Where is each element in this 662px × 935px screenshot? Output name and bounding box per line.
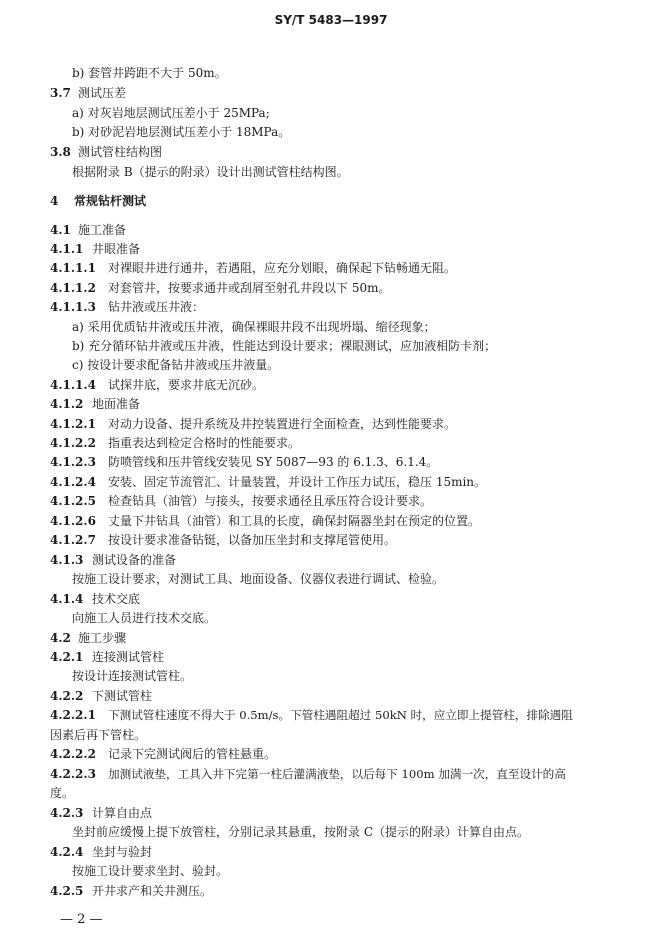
chapter-heading [50,194,146,208]
section-text: 防喷管线和压井管线安装见 SY 5087—93 的 6.1.3、6.1.4。 [108,455,439,469]
section-title: 测试设备的准备 [92,553,177,567]
section-number: 3.8 [50,145,71,159]
section-number: 4.2.4 [50,845,84,859]
section-title: 施工准备 [78,223,127,237]
section-number: 4 [50,194,59,208]
section-line [50,631,126,645]
section-line [50,650,164,664]
section-line [50,747,276,761]
line-text: b) 充分循环钻井液或压井液，性能达到设计要求；裸眼测试，应加液相防卡剂； [72,339,497,353]
section-text: 开井求产和关井测压。 [92,884,213,898]
section-number: 4.2.2.1 [50,708,96,722]
section-number: 4.1 [50,223,71,237]
section-number: 4.1.1.4 [50,378,96,392]
section-number: 4.1.2.6 [50,514,96,528]
body-line [72,864,228,878]
page-header: SY/T 5483—1997 [274,13,388,27]
section-number: 4.2.2.3 [50,767,96,781]
body-line [72,165,349,179]
section-number: 4.1.1.1 [50,261,96,275]
section-text: 下测试管柱速度不得大于 0.5m/s。下管柱遇阻超过 50kN 时，应立即上提管柱，排除遇阻 [108,708,573,722]
section-number: 4.1.4 [50,592,84,606]
section-number: 4.2.5 [50,884,84,898]
section-line [50,592,140,606]
section-line [50,806,152,820]
section-text: 指重表达到检定合格时的性能要求。 [108,436,301,450]
body-line [72,825,529,839]
section-line [50,417,456,431]
section-line [50,261,456,275]
section-line [50,378,264,392]
section-line [50,494,432,508]
section-line [50,223,126,237]
line-text: 按施工设计要求，对测试工具、地面设备、仪器仪表进行调试、检验。 [72,572,445,586]
section-line [50,533,396,547]
line-text: 因素后再下管柱。 [50,728,147,742]
section-text: 试探井底，要求井底无沉砂。 [108,378,265,392]
section-number: 4.1.2.7 [50,533,96,547]
section-line [50,553,176,567]
section-text: 丈量下井钻具（油管）和工具的长度，确保封隔器坐封在预定的位置。 [108,514,481,528]
section-number: 4.1.2 [50,397,84,411]
section-text: 按设计要求准备钻铤，以备加压坐封和支撑尾管使用。 [108,533,397,547]
section-number: 4.2.2.2 [50,747,96,761]
section-title: 连接测试管柱 [92,650,165,664]
section-line [50,708,573,722]
line-text: 度。 [50,786,75,800]
section-number: 4.1.1.2 [50,281,96,295]
section-number: 4.1.2.2 [50,436,96,450]
section-number: 4.2 [50,631,71,645]
section-number: 4.2.3 [50,806,84,820]
section-line [50,475,486,489]
section-line [50,455,438,469]
line-text: 按施工设计要求坐封、验封。 [72,864,229,878]
section-title: 测试压差 [78,86,127,100]
body-line [72,125,290,139]
section-number: 4.1.3 [50,553,84,567]
section-text: 对裸眼井进行通井，若遇阻，应充分划眼，确保起下钻畅通无阻。 [108,261,457,275]
section-title: 施工步骤 [78,631,127,645]
section-text: 检查钻具（油管）与接头，按要求通径且承压符合设计要求。 [108,494,433,508]
body-line [72,669,192,683]
line-text: 坐封前应缓慢上提下放管柱，分别记录其悬重，按附录 C（提示的附录）计算自由点。 [72,825,529,839]
section-number: 4.1.1 [50,242,84,256]
section-text: 对套管井，按要求通井或刮屑至射孔井段以下 50m。 [108,281,391,295]
section-title: 计算自由点 [92,806,153,820]
section-number: 4.1.1.3 [50,300,96,314]
line-text: c) 按设计要求配备钻井液或压井液量。 [72,358,280,372]
section-text: 安装、固定节流管汇、计量装置，并设计工作压力试压，稳压 15min。 [108,475,487,489]
section-line [50,845,152,859]
section-line [50,242,140,256]
section-line [50,145,162,159]
section-text: 钻井液或压井液： [108,300,205,314]
page-number: — 2 — [60,912,103,927]
section-title: 地面准备 [92,397,141,411]
section-number: 4.1.2.5 [50,494,96,508]
line-text: b) 对砂泥岩地层测试压差小于 18MPa。 [72,125,291,139]
section-number: 4.2.2 [50,689,84,703]
section-line [50,689,152,703]
body-line [72,339,496,353]
section-title: 下测试管柱 [92,689,153,703]
section-number: 4.2.1 [50,650,84,664]
section-line [50,514,480,528]
line-text: 按设计连接测试管柱。 [72,669,193,683]
line-text: 向施工人员进行技术交底。 [72,611,217,625]
line-text: a) 采用优质钻井液或压井液，确保裸眼井段不出现坍塌、缩径现象； [72,320,436,334]
body-line [50,728,146,742]
body-line [72,66,227,80]
line-text: a) 对灰岩地层测试压差小于 25MPa; [72,106,270,120]
section-text: 对动力设备、提升系统及井控装置进行全面检查，达到性能要求。 [108,417,457,431]
body-line [72,358,279,372]
section-text: 加测试液垫，工具入井下完第一柱后灌满液垫，以后每下 100m 加满一次，直至设计的高 [108,767,566,781]
body-line [72,106,270,120]
section-title: 坐封与验封 [92,845,153,859]
section-line [50,767,566,781]
section-line [50,884,212,898]
line-text: 根据附录 B（提示的附录）设计出测试管柱结构图。 [72,165,349,179]
body-line [50,786,74,800]
section-title: 井眼准备 [92,242,141,256]
section-line [50,300,204,314]
section-title: 常规钻杆测试 [74,194,147,208]
section-number: 4.1.2.4 [50,475,96,489]
section-title: 技术交底 [92,592,141,606]
section-number: 4.1.2.1 [50,417,96,431]
section-number: 4.1.2.3 [50,455,96,469]
section-number: 3.7 [50,86,71,100]
section-line [50,436,300,450]
body-line [72,572,444,586]
body-line [72,611,216,625]
section-title: 测试管柱结构图 [78,145,163,159]
section-line [50,86,126,100]
body-line [72,320,436,334]
line-text: b) 套管井跨距不大于 50m。 [72,66,227,80]
section-line [50,281,390,295]
section-text: 记录下完测试阀后的管柱悬重。 [108,747,277,761]
section-line [50,397,140,411]
